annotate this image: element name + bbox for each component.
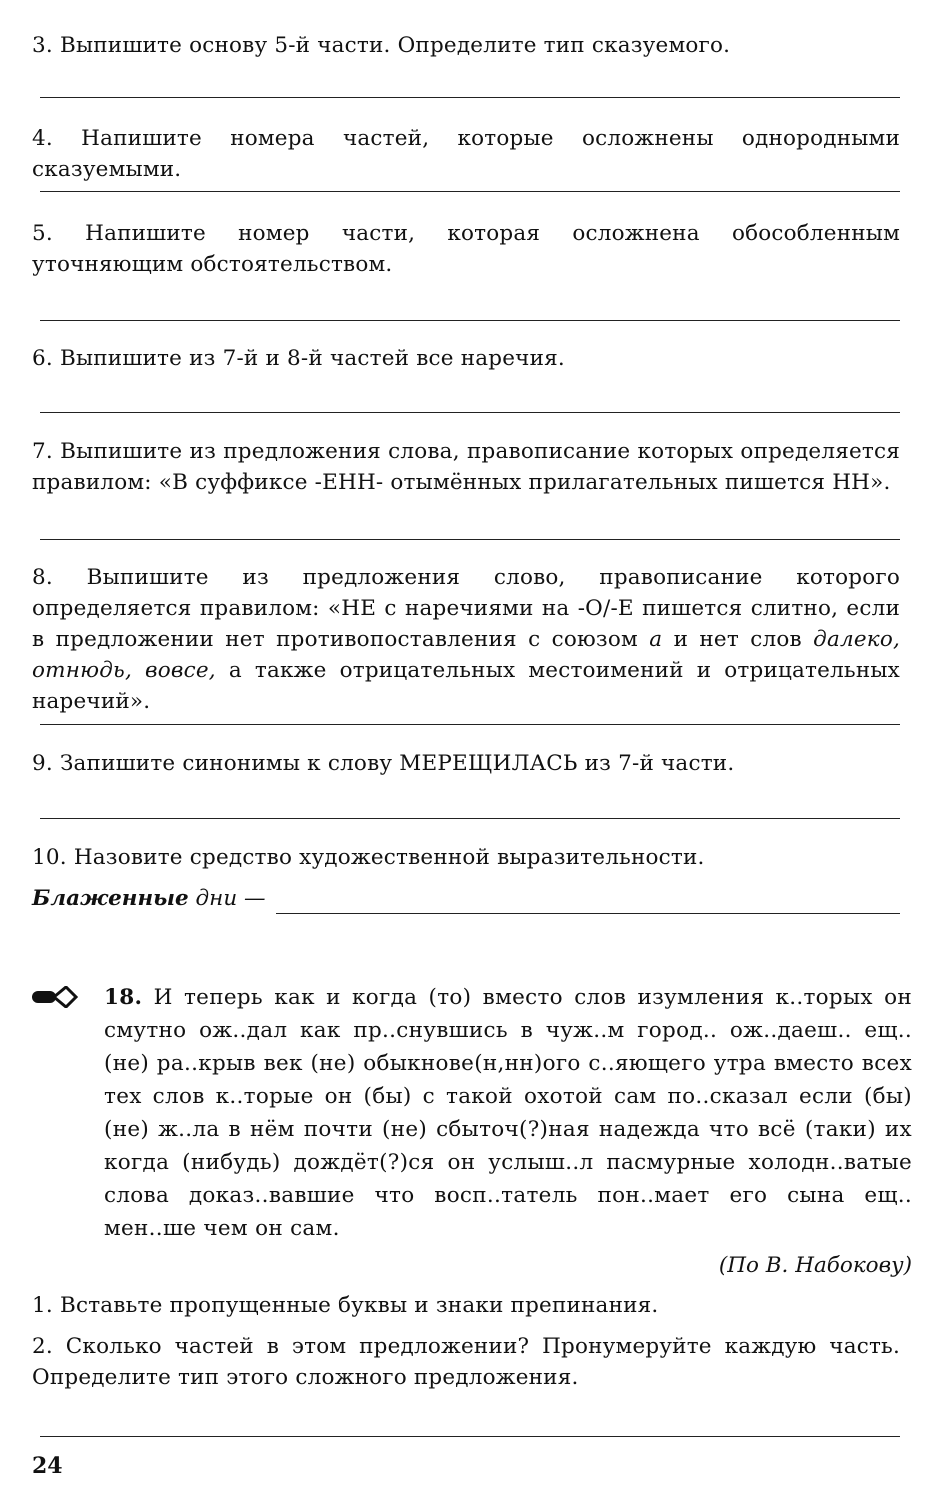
exercise-marker-icon [32,986,78,1008]
question-3: 3. Выпишите основу 5-й части. Определите тип сказуемого. [32,33,731,58]
exercise-body: И теперь как и когда (то) вместо слов изумления к..торых он смутно ож..дал как пр..снувшись в чуж..м город.. ож..даеш.. ещ.. (не) ра..крыв век (не) обыкнове(н,нн)ого с..яющего утра вместо всех тех слов к..торые он (бы) с такой охотой сам по..сказал если (бы) (не) ж..ла в нём почти (не) сбыточ(?)ная надежда что всё (таки) их когда (нибудь) дождёт(?)ся он услыш..л пасмурные холодн..ватые слова доказ..вавшие что восп..татель пон..мает его сына ещ.. мен..ше чем он сам. [104,985,913,1241]
answer-line-4[interactable] [40,191,900,192]
page-number: 24 [32,1453,63,1479]
answer-line-task-2[interactable] [40,1436,900,1437]
question-10: 10. Назовите средство художественной выразительности. [32,845,705,870]
q8-text-e: а также отрицательных местоимений и отрицательных наречий». [32,658,900,714]
question-8 [32,562,900,717]
blazhennye-rest: дни — [188,886,266,911]
blazhennye-bold: Блаженные [32,886,189,911]
answer-line-10[interactable] [276,913,900,914]
question-4: 4. Напишите номера частей, которые осложнены однородными сказуемыми. [32,126,900,182]
task-2: 2. Сколько частей в этом предложении? Пронумеруйте каждую часть. Определите тип этого сложного предложения. [32,1334,900,1390]
answer-line-5[interactable] [40,320,900,321]
answer-line-7[interactable] [40,539,900,540]
question-6: 6. Выпишите из 7-й и 8-й частей все наречия. [32,346,565,371]
question-9: 9. Запишите синонимы к слову МЕРЕЩИЛАСЬ из 7-й части. [32,751,735,776]
answer-line-3[interactable] [40,97,900,98]
task-1: 1. Вставьте пропущенные буквы и знаки препинания. [32,1293,659,1318]
question-7: 7. Выпишите из предложения слова, правописание которых определяется правилом: «В суффиксе -ЕНН- отымённых прилагательных пишется НН». [32,439,900,495]
exercise-18-text [104,981,912,1245]
blazhennye-dni-label [32,886,266,911]
answer-line-9[interactable] [40,818,900,819]
q8-text-c: и нет слов [662,627,814,652]
question-5: 5. Напишите номер части, которая осложнена обособленным уточняющим обстоятельством. [32,221,900,277]
author-attribution: (По В. Набокову) [718,1253,912,1278]
answer-line-6[interactable] [40,412,900,413]
answer-line-8[interactable] [40,724,900,725]
q8-italic-a: а [649,627,663,652]
q8-text-a: 8. Выпишите из предложения слово, правописание которого определяется правилом: «НЕ с наречиями на -О/-Е пишется слитно, если в предложении нет противопоставления с союзом [32,565,900,652]
exercise-number: 18. [104,985,143,1010]
q8-italic-words: далеко, отнюдь, вовсе, [32,627,901,683]
